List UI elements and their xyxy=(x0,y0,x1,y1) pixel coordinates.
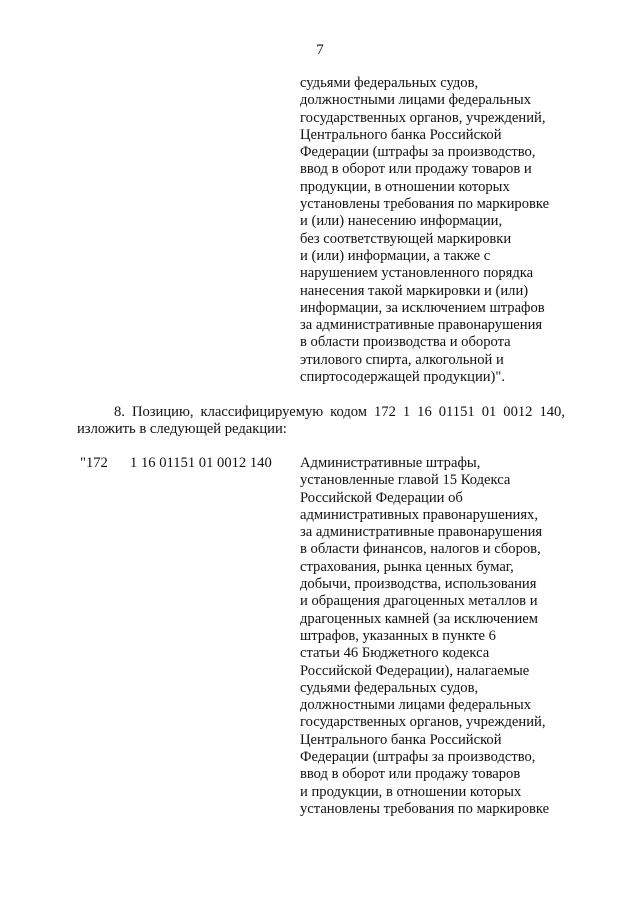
text-line: добычи, производства, использования xyxy=(300,576,537,593)
text-line: в области производства и оборота xyxy=(300,334,511,351)
row-description xyxy=(300,455,549,818)
paragraph-word: Позицию, xyxy=(131,404,194,420)
text-line: государственных органов, учреждений, xyxy=(300,714,546,731)
paragraph-word: 1 xyxy=(402,404,411,420)
paragraph-word: 8. xyxy=(114,404,125,420)
page-number: 7 xyxy=(316,42,324,58)
text-line: Центрального банка Российской xyxy=(300,731,502,748)
text-line: статьи 46 Бюджетного кодекса xyxy=(300,645,490,662)
text-line: Федерации (штрафы за производство, xyxy=(300,144,536,161)
paragraph-word: 140, xyxy=(539,404,565,420)
text-line: установлены требования по маркировке xyxy=(300,800,550,817)
text-line: Российской Федерации), налагаемые xyxy=(300,662,530,679)
paragraph-word: 01 xyxy=(481,404,497,420)
text-line: Российской Федерации об xyxy=(300,489,463,506)
paragraph-word: 01151 xyxy=(438,404,475,420)
text-line: за административные правонарушения xyxy=(300,524,543,541)
text-line: Центрального банка Российской xyxy=(300,126,502,143)
text-line: ввод в оборот или продажу товаров и xyxy=(300,161,532,178)
paragraph-word: 0012 xyxy=(503,404,533,420)
text-line: информации, за исключением штрафов xyxy=(300,299,545,316)
amendment-paragraph xyxy=(77,404,565,439)
text-line: ввод в оборот или продажу товаров xyxy=(300,766,521,783)
text-line: установленные главой 15 Кодекса xyxy=(300,472,511,489)
text-line: и (или) нанесению информации, xyxy=(300,213,503,230)
text-line: и (или) информации, а также с xyxy=(300,247,491,264)
text-line: судьями федеральных судов, xyxy=(300,679,479,696)
continuation-description xyxy=(300,75,549,386)
paragraph-word: 172 xyxy=(374,404,396,420)
text-line: этилового спирта, алкогольной и xyxy=(300,351,504,368)
text-line: установлены требования по маркировке xyxy=(300,196,550,213)
text-line: государственных органов, учреждений, xyxy=(300,109,546,126)
text-line: должностными лицами федеральных xyxy=(300,92,531,109)
paragraph-word: 16 xyxy=(417,404,432,420)
paragraph-line-2: изложить в следующей редакции: xyxy=(77,421,287,438)
text-line: Федерации (штрафы за производство, xyxy=(300,749,536,766)
text-line: и продукции, в отношении которых xyxy=(300,783,522,800)
text-line: штрафов, указанных в пункте 6 xyxy=(300,627,496,644)
paragraph-word: кодом xyxy=(330,404,368,420)
paragraph-line-1 xyxy=(77,404,565,421)
text-line: административных правонарушениях, xyxy=(300,506,538,523)
text-line: и обращения драгоценных металлов и xyxy=(300,593,538,610)
admin-code: "172 xyxy=(80,455,108,471)
revenue-code: 1 16 01151 01 0012 140 xyxy=(130,455,272,471)
text-line: страхования, рынка ценных бумаг, xyxy=(300,558,514,575)
text-line: без соответствующей маркировки xyxy=(300,230,512,247)
paragraph-word: классифицируемую xyxy=(200,404,324,420)
text-line: драгоценных камней (за исключением xyxy=(300,610,539,627)
text-line: спиртосодержащей продукции)". xyxy=(300,369,506,386)
text-line: нарушением установленного порядка xyxy=(300,265,534,282)
text-line: в области финансов, налогов и сборов, xyxy=(300,541,541,558)
text-line: Административные штрафы, xyxy=(300,455,481,471)
text-line: нанесения такой маркировки и (или) xyxy=(300,282,529,299)
text-line: продукции, в отношении которых xyxy=(300,178,510,195)
text-line: должностными лицами федеральных xyxy=(300,697,531,714)
text-line: судьями федеральных судов, xyxy=(300,75,479,91)
text-line: за административные правонарушения xyxy=(300,317,543,334)
